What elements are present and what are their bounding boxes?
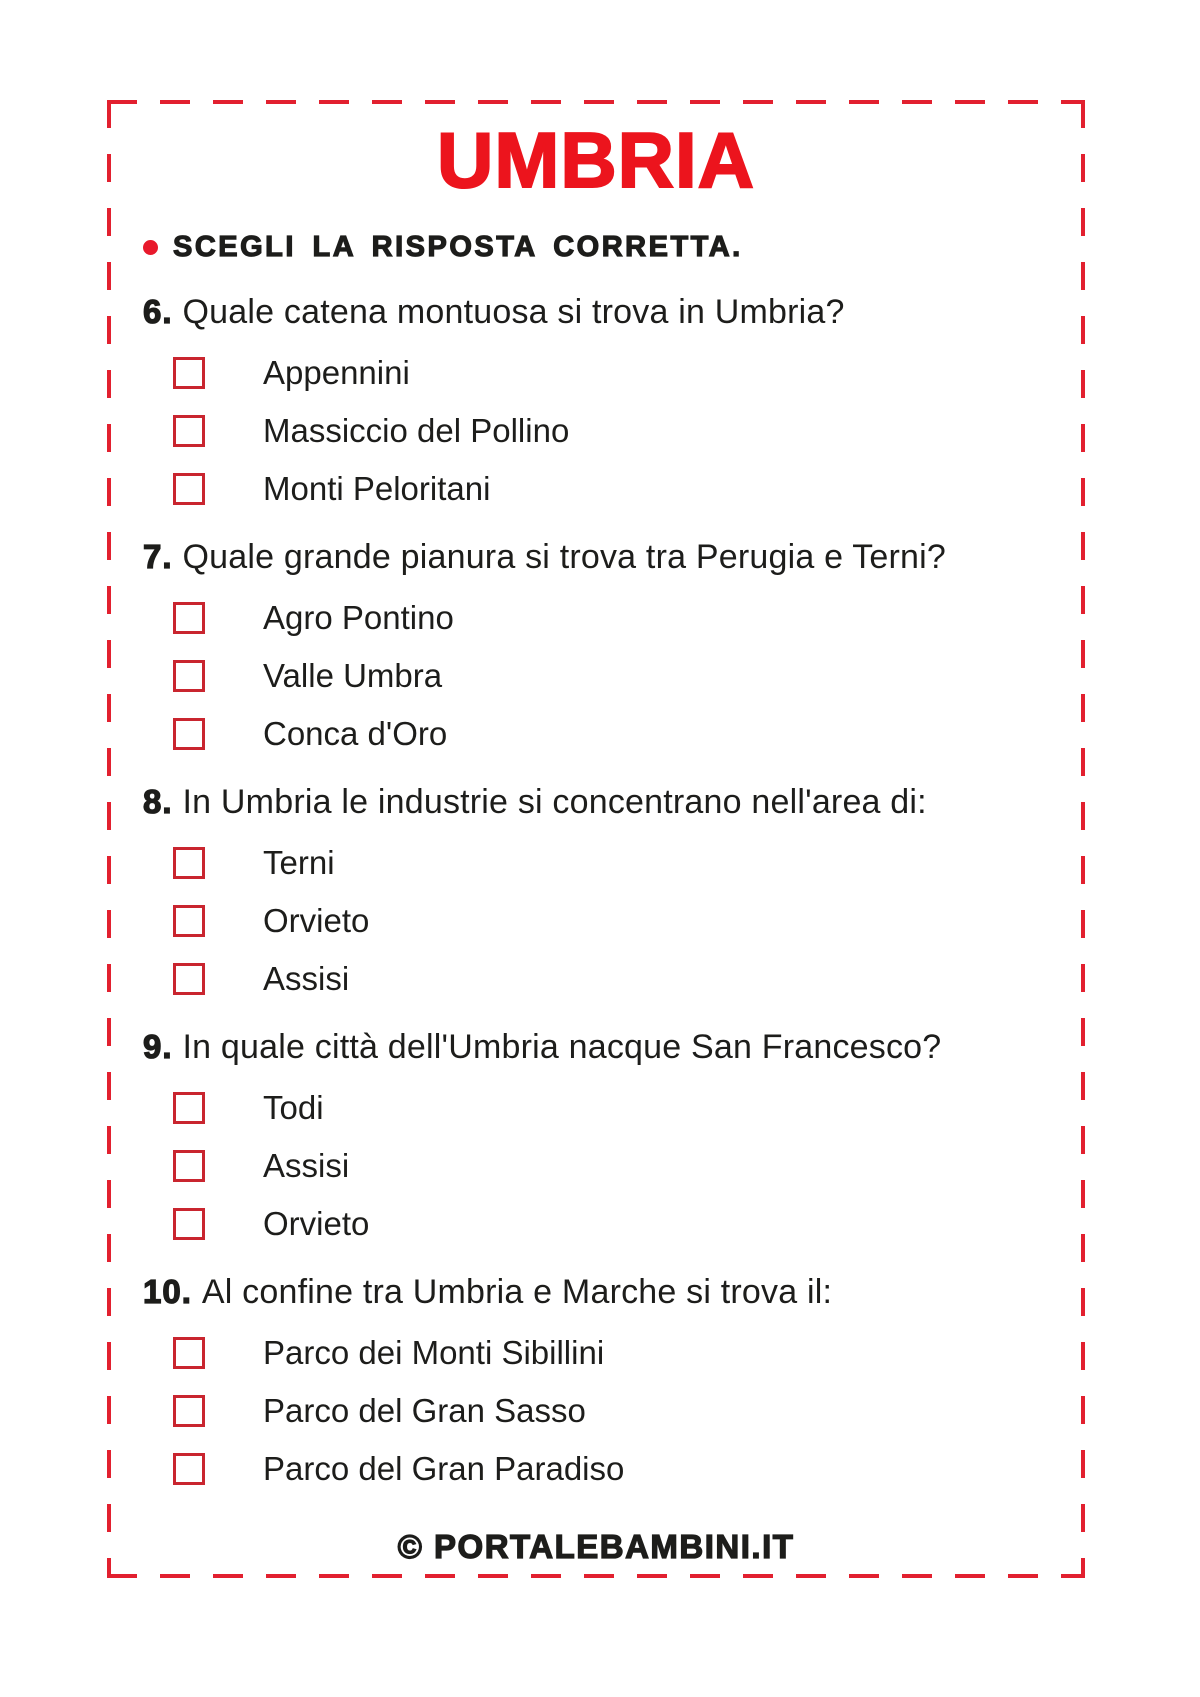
question-block [107, 780, 1085, 1025]
option-row[interactable] [173, 412, 1085, 450]
instruction-text: SCEGLI LA RISPOSTA CORRETTA. [173, 231, 743, 263]
checkbox[interactable] [173, 357, 205, 389]
dashed-border-right [1081, 100, 1085, 1578]
checkbox[interactable] [173, 1395, 205, 1427]
option-row[interactable] [173, 657, 1085, 695]
option-row[interactable] [173, 1450, 1085, 1488]
option-row[interactable] [173, 1334, 1085, 1372]
footer-credit: © PORTALEBAMBINI.IT [397, 1528, 795, 1565]
dashed-border-bottom [107, 1574, 1085, 1578]
checkbox[interactable] [173, 1092, 205, 1124]
bullet-icon [143, 240, 158, 255]
question-block [107, 1025, 1085, 1270]
option-row[interactable] [173, 1147, 1085, 1185]
dashed-border-top [107, 100, 1085, 104]
checkbox[interactable] [173, 1150, 205, 1182]
option-label: Parco dei Monti Sibillini [263, 1334, 605, 1371]
question-number: 6. [143, 293, 173, 330]
option-row[interactable] [173, 1089, 1085, 1127]
options-list [107, 1334, 1085, 1515]
question-text: In Umbria le industrie si concentrano nell'area di: [182, 783, 927, 821]
question-line [107, 290, 1085, 334]
option-row[interactable] [173, 1205, 1085, 1243]
options-list [107, 354, 1085, 535]
options-list [107, 599, 1085, 780]
option-label: Terni [263, 844, 335, 881]
options-list [107, 844, 1085, 1025]
questions-list [107, 290, 1085, 1515]
question-block [107, 535, 1085, 780]
dashed-border-left [107, 100, 111, 1578]
option-label: Todi [263, 1089, 324, 1126]
question-text: Quale catena montuosa si trova in Umbria? [182, 293, 845, 331]
question-text: Quale grande pianura si trova tra Perugia e Terni? [182, 538, 947, 576]
worksheet-card [107, 100, 1085, 1578]
option-row[interactable] [173, 1392, 1085, 1430]
checkbox[interactable] [173, 660, 205, 692]
question-text: In quale città dell'Umbria nacque San Francesco? [182, 1028, 942, 1066]
question-line [107, 780, 1085, 824]
question-number: 7. [143, 538, 173, 575]
option-row[interactable] [173, 599, 1085, 637]
question-line [107, 535, 1085, 579]
question-number: 10. [143, 1273, 192, 1310]
option-label: Parco del Gran Paradiso [263, 1450, 625, 1487]
checkbox[interactable] [173, 602, 205, 634]
question-text: Al confine tra Umbria e Marche si trova il: [201, 1273, 833, 1311]
option-label: Agro Pontino [263, 599, 454, 636]
option-row[interactable] [173, 715, 1085, 753]
question-number: 8. [143, 783, 173, 820]
option-label: Conca d'Oro [263, 715, 448, 752]
instruction-line [107, 228, 1085, 266]
option-row[interactable] [173, 960, 1085, 998]
question-block [107, 290, 1085, 535]
checkbox[interactable] [173, 1337, 205, 1369]
option-label: Orvieto [263, 1205, 370, 1242]
option-label: Assisi [263, 960, 350, 997]
option-label: Massiccio del Pollino [263, 412, 570, 449]
option-label: Valle Umbra [263, 657, 443, 694]
checkbox[interactable] [173, 963, 205, 995]
option-label: Orvieto [263, 902, 370, 939]
option-label: Monti Peloritani [263, 470, 491, 507]
checkbox[interactable] [173, 718, 205, 750]
option-label: Parco del Gran Sasso [263, 1392, 586, 1429]
page-title: UMBRIA [437, 116, 755, 204]
checkbox[interactable] [173, 1453, 205, 1485]
options-list [107, 1089, 1085, 1270]
option-label: Assisi [263, 1147, 350, 1184]
question-line [107, 1025, 1085, 1069]
checkbox[interactable] [173, 473, 205, 505]
option-row[interactable] [173, 470, 1085, 508]
checkbox[interactable] [173, 847, 205, 879]
checkbox[interactable] [173, 1208, 205, 1240]
option-row[interactable] [173, 354, 1085, 392]
question-number: 9. [143, 1028, 173, 1065]
option-row[interactable] [173, 902, 1085, 940]
option-label: Appennini [263, 354, 410, 391]
question-line [107, 1270, 1085, 1314]
checkbox[interactable] [173, 415, 205, 447]
checkbox[interactable] [173, 905, 205, 937]
option-row[interactable] [173, 844, 1085, 882]
question-block [107, 1270, 1085, 1515]
